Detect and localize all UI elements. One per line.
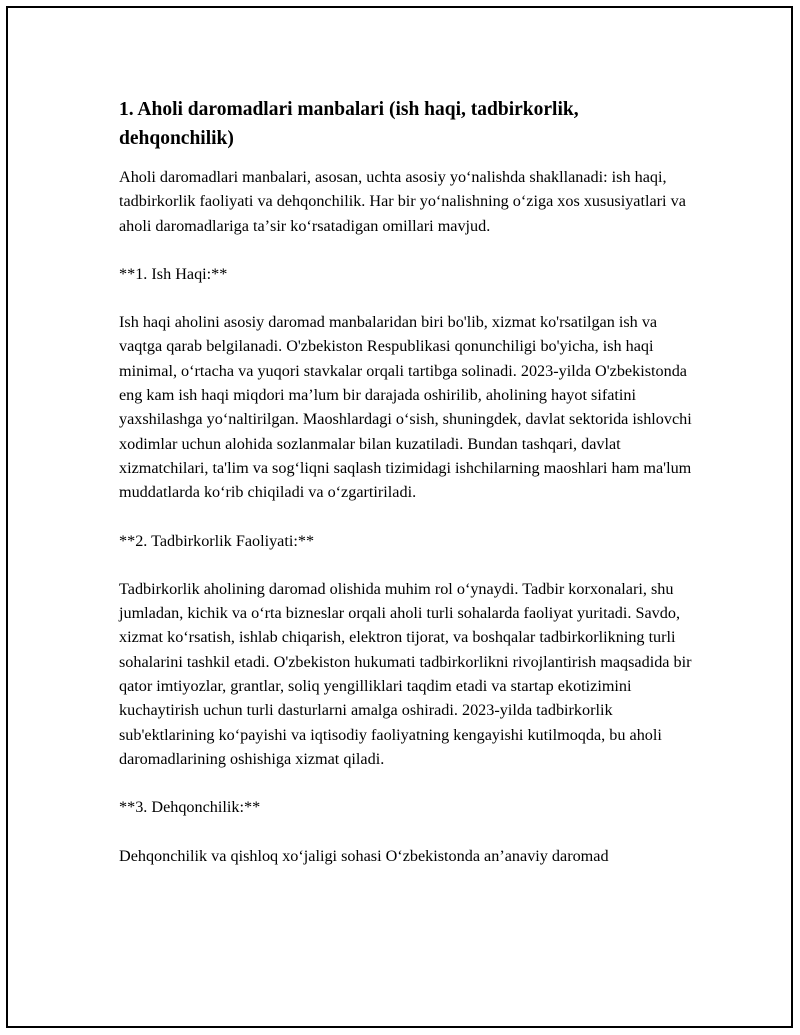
section-heading-tadbirkorlik: **2. Tadbirkorlik Faoliyati:**: [119, 531, 315, 550]
section-body-ish-haqi: Ish haqi aholini asosiy daromad manbalaridan biri bo'lib, xizmat ko'rsatilgan ish va vaqtga qarab belgilanadi. O'zbekiston Respublikasi qonunchiligi bo'yicha, ish haqi minimal, oʻrtacha va yuqori stavkalar orqali tartibga solinadi. 2023-yilda O'zbekistonda eng kam ish haqi miqdori maʼlum bir darajada oshirilib, aholining hayot sifatini yaxshilashga yoʻnaltirilgan. Maoshlardagi oʻsish, shuningdek, davlat sektorida ishlovchi xodimlar uchun alohida sozlanmalar bilan kuzatiladi. Bundan tashqari, davlat xizmatchilari, ta'lim va sogʻliqni saqlash tizimidagi ishchilarning maoshlari ham ma'lum muddatlarda koʻrib chiqiladi va oʻzgartiriladi.: [119, 313, 692, 502]
section-body-tadbirkorlik: Tadbirkorlik aholining daromad olishida muhim rol oʻynaydi. Tadbir korxonalari, shu jumladan, kichik va oʻrta bizneslar orqali aholi turli sohalarda faoliyat yuritadi. Savdo, xizmat koʻrsatish, ishlab chiqarish, elektron tijorat, va boshqalar tadbirkorlikning turli sohalarini tashkil etadi. O'zbekiston hukumati tadbirkorlikni rivojlantirish maqsadida bir qator imtiyozlar, grantlar, soliq yengilliklari taqdim etadi va startap ekotizimini kuchaytirish uchun turli dasturlarni amalga oshiradi. 2023-yilda tadbirkorlik sub'ektlarining koʻpayishi va iqtisodiy faoliyatning kengayishi kutilmoqda, bu aholi daromadlarining oshishiga xizmat qiladi.: [119, 579, 692, 768]
document-body: [119, 96, 694, 868]
section-body-dehqonchilik: Dehqonchilik va qishloq xoʻjaligi sohasi Oʻzbekistonda an’anaviy daromad: [119, 846, 609, 865]
document-title: 1. Aholi daromadlari manbalari (ish haqi, tadbirkorlik, dehqonchilik): [119, 99, 579, 149]
section-heading-ish-haqi: **1. Ish Haqi:**: [119, 264, 228, 283]
section-heading-dehqonchilik: **3. Dehqonchilik:**: [119, 798, 261, 817]
intro-paragraph: Aholi daromadlari manbalari, asosan, uchta asosiy yoʻnalishda shakllanadi: ish haqi, tadbirkorlik faoliyati va dehqonchilik. Har bir yoʻnalishning oʻziga xos xususiyatlari va aholi daromadlariga taʼsir koʻrsatadigan omillari mavjud.: [119, 168, 686, 235]
page: [6, 6, 793, 1028]
